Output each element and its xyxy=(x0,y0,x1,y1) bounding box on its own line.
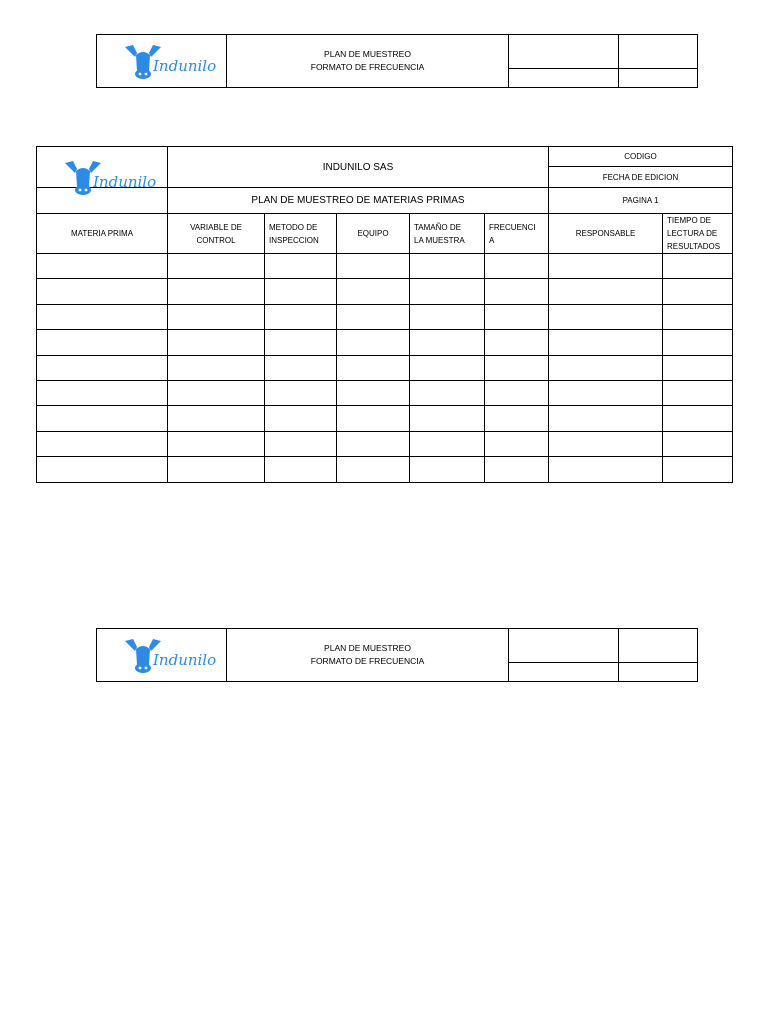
header-empty-cell xyxy=(509,663,619,681)
column-header xyxy=(337,214,410,254)
header-title-line1: PLAN DE MUESTREO xyxy=(324,643,411,653)
table-cell[interactable] xyxy=(168,457,265,482)
column-header-line: VARIABLE DE xyxy=(190,222,242,232)
table-cell[interactable] xyxy=(410,380,485,405)
table-cell[interactable] xyxy=(549,431,663,456)
table-cell[interactable] xyxy=(410,355,485,380)
column-header-line: METODO DE xyxy=(269,222,318,232)
table-cell[interactable] xyxy=(549,406,663,431)
company-name: INDUNILO SAS xyxy=(168,147,549,188)
table-cell[interactable] xyxy=(410,406,485,431)
table-cell[interactable] xyxy=(485,380,549,405)
column-header xyxy=(549,214,663,254)
table-cell[interactable] xyxy=(265,431,337,456)
table-cell[interactable] xyxy=(410,330,485,355)
table-cell[interactable] xyxy=(37,279,168,304)
table-cell[interactable] xyxy=(168,355,265,380)
table-cell[interactable] xyxy=(410,457,485,482)
table-cell[interactable] xyxy=(337,279,410,304)
table-cell[interactable] xyxy=(485,279,549,304)
column-header-line: FRECUENCI xyxy=(489,222,536,232)
column-header-line: CONTROL xyxy=(196,235,236,245)
table-cell[interactable] xyxy=(549,457,663,482)
table-cell[interactable] xyxy=(37,304,168,329)
table-cell[interactable] xyxy=(265,254,337,279)
table-cell[interactable] xyxy=(168,406,265,431)
table-row xyxy=(37,330,733,355)
column-header-line: RESULTADOS xyxy=(667,242,721,251)
table-cell[interactable] xyxy=(663,406,733,431)
table-cell[interactable] xyxy=(485,330,549,355)
table-cell[interactable] xyxy=(549,279,663,304)
table-cell[interactable] xyxy=(485,457,549,482)
table-cell[interactable] xyxy=(37,431,168,456)
column-header xyxy=(265,214,337,254)
table-cell[interactable] xyxy=(337,380,410,405)
table-cell[interactable] xyxy=(265,279,337,304)
column-header-line: LA MUESTRA xyxy=(414,235,465,245)
header-title xyxy=(227,629,509,681)
column-header-line: A xyxy=(489,235,495,245)
column-header-line: MATERIA PRIMA xyxy=(70,229,134,238)
table-cell[interactable] xyxy=(37,457,168,482)
table-cell[interactable] xyxy=(663,330,733,355)
table-cell[interactable] xyxy=(663,380,733,405)
header-empty-cell xyxy=(619,35,697,69)
table-cell[interactable] xyxy=(337,457,410,482)
indunilo-logo xyxy=(63,159,157,197)
indunilo-logo xyxy=(123,637,217,675)
table-cell[interactable] xyxy=(549,304,663,329)
table-cell[interactable] xyxy=(337,330,410,355)
table-row xyxy=(37,355,733,380)
table-row xyxy=(37,457,733,482)
column-header-line: EQUIPO xyxy=(357,229,389,238)
column-header xyxy=(663,214,733,254)
table-cell[interactable] xyxy=(265,304,337,329)
column-header-line: TIEMPO DE xyxy=(667,216,712,225)
header-block-top xyxy=(96,34,698,88)
header-empty-cell xyxy=(509,629,619,663)
table-row xyxy=(37,304,733,329)
table-cell[interactable] xyxy=(410,254,485,279)
table-row xyxy=(37,380,733,405)
table-cell[interactable] xyxy=(37,254,168,279)
table-cell[interactable] xyxy=(265,457,337,482)
column-header-row xyxy=(37,214,733,254)
table-cell[interactable] xyxy=(337,406,410,431)
table-cell[interactable] xyxy=(485,406,549,431)
column-header xyxy=(37,214,168,254)
table-cell[interactable] xyxy=(37,406,168,431)
table-cell[interactable] xyxy=(337,304,410,329)
table-cell[interactable] xyxy=(168,431,265,456)
table-cell[interactable] xyxy=(337,431,410,456)
codigo-label: CODIGO xyxy=(549,147,733,167)
svg-text:Indunilo: Indunilo xyxy=(153,57,217,75)
header-title xyxy=(227,35,509,87)
table-cell[interactable] xyxy=(663,279,733,304)
table-cell[interactable] xyxy=(265,330,337,355)
header-title-line2: FORMATO DE FRECUENCIA xyxy=(310,656,425,666)
table-cell[interactable] xyxy=(168,279,265,304)
table-cell[interactable] xyxy=(663,254,733,279)
header-empty-cell xyxy=(509,69,619,87)
plan-title: PLAN DE MUESTREO DE MATERIAS PRIMAS xyxy=(168,188,549,214)
table-cell[interactable] xyxy=(168,254,265,279)
table-cell[interactable] xyxy=(410,431,485,456)
column-header xyxy=(485,214,549,254)
table-cell[interactable] xyxy=(549,355,663,380)
table-cell[interactable] xyxy=(485,304,549,329)
table-cell[interactable] xyxy=(485,355,549,380)
header-title-line2: FORMATO DE FRECUENCIA xyxy=(310,62,425,72)
indunilo-logo xyxy=(123,43,217,81)
table-cell[interactable] xyxy=(337,254,410,279)
header-title-line1: PLAN DE MUESTREO xyxy=(324,49,411,59)
table-cell[interactable] xyxy=(663,304,733,329)
table-cell[interactable] xyxy=(549,330,663,355)
logo-cell xyxy=(37,147,168,191)
table-cell[interactable] xyxy=(37,380,168,405)
table-cell[interactable] xyxy=(410,279,485,304)
header-block-bottom xyxy=(96,628,698,682)
table-row xyxy=(37,431,733,456)
svg-text:Indunilo: Indunilo xyxy=(93,173,157,191)
table-cell[interactable] xyxy=(549,380,663,405)
table-cell[interactable] xyxy=(265,355,337,380)
table-cell[interactable] xyxy=(168,304,265,329)
fecha-edicion-label: FECHA DE EDICION xyxy=(549,167,733,188)
table-row xyxy=(37,279,733,304)
table-cell[interactable] xyxy=(337,355,410,380)
table-row xyxy=(37,254,733,279)
column-header-line: RESPONSABLE xyxy=(575,229,636,238)
header-empty-cell xyxy=(619,629,697,663)
logo-cell xyxy=(97,629,227,681)
table-row xyxy=(37,406,733,431)
table-cell[interactable] xyxy=(37,355,168,380)
logo-cell xyxy=(97,35,227,87)
table-cell[interactable] xyxy=(37,330,168,355)
table-cell[interactable] xyxy=(168,380,265,405)
table-cell[interactable] xyxy=(663,457,733,482)
column-header-line: INSPECCION xyxy=(269,235,319,245)
svg-text:Indunilo: Indunilo xyxy=(153,651,217,669)
table-cell[interactable] xyxy=(485,431,549,456)
pagina-label: PAGINA 1 xyxy=(549,188,733,214)
header-empty-cell xyxy=(509,35,619,69)
column-header-line: LECTURA DE xyxy=(667,229,718,238)
column-header-line: TAMAÑO DE xyxy=(414,222,461,232)
table-cell[interactable] xyxy=(265,380,337,405)
column-header xyxy=(410,214,485,254)
table-cell[interactable] xyxy=(168,330,265,355)
sampling-plan-table xyxy=(36,146,733,483)
table-cell[interactable] xyxy=(410,304,485,329)
table-cell[interactable] xyxy=(663,355,733,380)
table-cell[interactable] xyxy=(485,254,549,279)
table-cell[interactable] xyxy=(265,406,337,431)
table-cell[interactable] xyxy=(663,431,733,456)
column-header xyxy=(168,214,265,254)
table-cell[interactable] xyxy=(549,254,663,279)
